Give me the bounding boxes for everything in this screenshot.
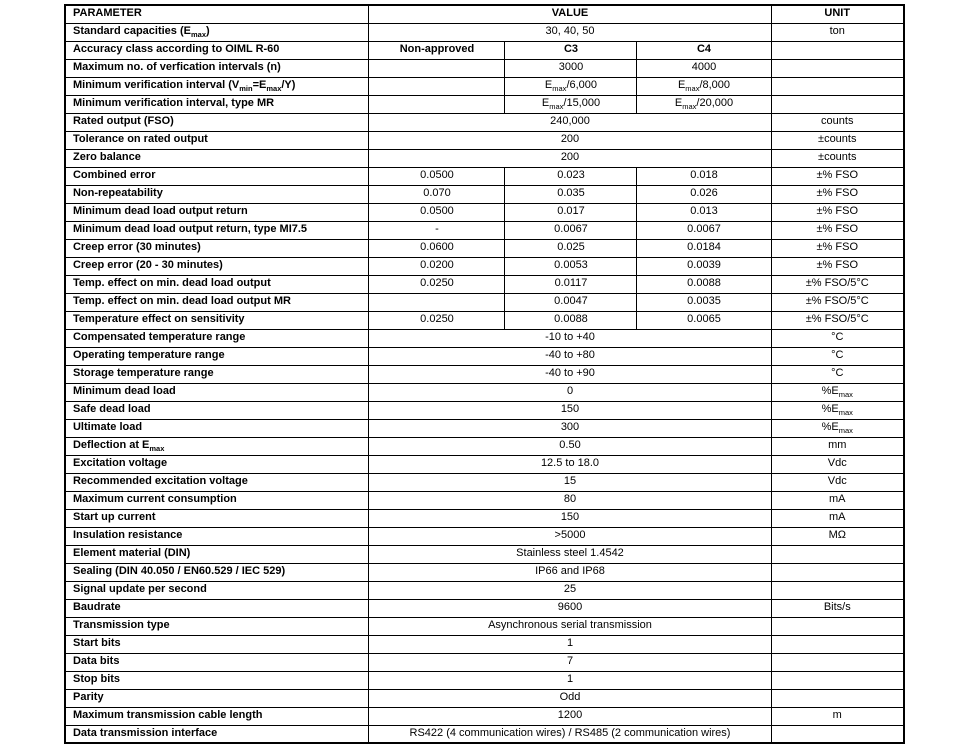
parameter-cell: Accuracy class according to OIML R-60 (65, 41, 369, 59)
table-row (65, 311, 904, 329)
table-row (65, 77, 904, 95)
table-row (65, 473, 904, 491)
table-row (65, 185, 904, 203)
parameter-cell: Non-repeatability (65, 185, 369, 203)
unit-cell (771, 581, 904, 599)
parameter-cell: Combined error (65, 167, 369, 185)
value-cell: 0.0184 (637, 239, 771, 257)
table-row (65, 401, 904, 419)
parameter-cell: Creep error (20 - 30 minutes) (65, 257, 369, 275)
value-cell: 0.0053 (505, 257, 637, 275)
parameter-cell: Storage temperature range (65, 365, 369, 383)
parameter-cell: Maximum current consumption (65, 491, 369, 509)
value-cell: 0.0117 (505, 275, 637, 293)
value-cell: Stainless steel 1.4542 (369, 545, 771, 563)
table-row (65, 617, 904, 635)
value-cell: 0.0067 (505, 221, 637, 239)
table-row (65, 653, 904, 671)
unit-cell: ±% FSO (771, 257, 904, 275)
value-cell: 0.0039 (637, 257, 771, 275)
value-cell: -10 to +40 (369, 329, 771, 347)
value-cell: 0.0250 (369, 311, 505, 329)
value-cell: 0.50 (369, 437, 771, 455)
value-cell: 25 (369, 581, 771, 599)
parameter-cell: Minimum verification interval $(V_{min}=E_{max}/Y)$ (65, 77, 369, 95)
value-cell: 30, 40, 50 (369, 23, 771, 41)
value-cell: -40 to +90 (369, 365, 771, 383)
parameter-cell: Compensated temperature range (65, 329, 369, 347)
parameter-cell: Minimum dead load (65, 383, 369, 401)
value-cell (369, 59, 505, 77)
table-row (65, 383, 904, 401)
parameter-cell: Temperature effect on sensitivity (65, 311, 369, 329)
table-row (65, 365, 904, 383)
unit-cell: ±% FSO (771, 239, 904, 257)
parameter-cell: Baudrate (65, 599, 369, 617)
value-cell: 0.0200 (369, 257, 505, 275)
parameter-cell: Temp. effect on min. dead load output (65, 275, 369, 293)
parameter-cell: Minimum dead load output return (65, 203, 369, 221)
value-cell: Odd (369, 689, 771, 707)
unit-cell (771, 617, 904, 635)
unit-cell (771, 95, 904, 113)
parameter-cell: Maximum no. of verfication intervals (n) (65, 59, 369, 77)
parameter-cell: Safe dead load (65, 401, 369, 419)
value-cell: IP66 and IP68 (369, 563, 771, 581)
unit-cell: Vdc (771, 455, 904, 473)
value-cell: 0.0500 (369, 203, 505, 221)
value-cell: RS422 (4 communication wires) / RS485 (2 communication wires) (369, 725, 771, 743)
value-cell: 300 (369, 419, 771, 437)
table-row (65, 347, 904, 365)
table-row (65, 275, 904, 293)
value-cell: 4000 (637, 59, 771, 77)
table-row (65, 419, 904, 437)
value-cell: 0.0047 (505, 293, 637, 311)
value-cell: 1200 (369, 707, 771, 725)
value-cell: 0.0067 (637, 221, 771, 239)
unit-cell: Vdc (771, 473, 904, 491)
value-cell: 9600 (369, 599, 771, 617)
parameter-cell: Insulation resistance (65, 527, 369, 545)
parameter-cell: Stop bits (65, 671, 369, 689)
table-row (65, 221, 904, 239)
value-cell: C4 (637, 41, 771, 59)
table-row (65, 725, 904, 743)
unit-cell: ±% FSO/5°C (771, 311, 904, 329)
parameter-cell: Zero balance (65, 149, 369, 167)
unit-cell: mm (771, 437, 904, 455)
value-cell: 0.025 (505, 239, 637, 257)
value-cell: 3000 (505, 59, 637, 77)
value-cell: 0.0065 (637, 311, 771, 329)
unit-cell: $\%E_{max}$ (771, 419, 904, 437)
parameter-cell: Temp. effect on min. dead load output MR (65, 293, 369, 311)
unit-cell (771, 545, 904, 563)
value-cell: $E_{max}/8,000$ (637, 77, 771, 95)
value-cell: 7 (369, 653, 771, 671)
unit-cell: counts (771, 113, 904, 131)
unit-cell: mA (771, 509, 904, 527)
table-row (65, 149, 904, 167)
table-row (65, 599, 904, 617)
parameter-cell: Start up current (65, 509, 369, 527)
table-row (65, 509, 904, 527)
value-cell: 0.0088 (505, 311, 637, 329)
value-cell: 0.0035 (637, 293, 771, 311)
parameter-cell: Maximum transmission cable length (65, 707, 369, 725)
value-cell: 200 (369, 149, 771, 167)
value-cell: 240,000 (369, 113, 771, 131)
unit-cell: $\%E_{max}$ (771, 401, 904, 419)
value-cell: 150 (369, 509, 771, 527)
value-cell: 0.023 (505, 167, 637, 185)
table-row (65, 707, 904, 725)
unit-cell (771, 563, 904, 581)
unit-cell: MΩ (771, 527, 904, 545)
parameter-cell: Rated output (FSO) (65, 113, 369, 131)
value-cell: 0.0600 (369, 239, 505, 257)
unit-cell: $\%E_{max}$ (771, 383, 904, 401)
parameter-cell: Element material (DIN) (65, 545, 369, 563)
parameter-cell: Creep error (30 minutes) (65, 239, 369, 257)
parameter-cell: Recommended excitation voltage (65, 473, 369, 491)
unit-cell: m (771, 707, 904, 725)
value-cell: 0.026 (637, 185, 771, 203)
unit-cell: ±% FSO (771, 221, 904, 239)
value-cell: -40 to +80 (369, 347, 771, 365)
value-cell: - (369, 221, 505, 239)
value-cell (369, 293, 505, 311)
value-cell: 15 (369, 473, 771, 491)
parameter-cell: Minimum verification interval, type MR (65, 95, 369, 113)
value-cell: Asynchronous serial transmission (369, 617, 771, 635)
parameter-cell: Data transmission interface (65, 725, 369, 743)
unit-cell: ±% FSO/5°C (771, 275, 904, 293)
unit-cell: ±% FSO (771, 167, 904, 185)
table-row (65, 23, 904, 41)
parameter-cell: Operating temperature range (65, 347, 369, 365)
value-cell: Non-approved (369, 41, 505, 59)
unit-cell: ±% FSO (771, 185, 904, 203)
table-row (65, 203, 904, 221)
value-cell: 0.0500 (369, 167, 505, 185)
header-unit: UNIT (771, 5, 904, 23)
header-row (65, 5, 904, 23)
parameter-cell: Deflection at $E_{max}$ (65, 437, 369, 455)
unit-cell: mA (771, 491, 904, 509)
spec-table (64, 4, 905, 744)
table-row (65, 563, 904, 581)
table-row (65, 59, 904, 77)
table-row (65, 455, 904, 473)
value-cell: $E_{max}/6,000$ (505, 77, 637, 95)
value-cell: 12.5 to 18.0 (369, 455, 771, 473)
unit-cell: Bits/s (771, 599, 904, 617)
value-cell: 0.0250 (369, 275, 505, 293)
unit-cell: °C (771, 365, 904, 383)
parameter-cell: Signal update per second (65, 581, 369, 599)
value-cell (369, 77, 505, 95)
value-cell: >5000 (369, 527, 771, 545)
table-row (65, 491, 904, 509)
table-row (65, 671, 904, 689)
parameter-cell: Parity (65, 689, 369, 707)
value-cell: 80 (369, 491, 771, 509)
table-row (65, 527, 904, 545)
table-row (65, 437, 904, 455)
value-cell: 0.013 (637, 203, 771, 221)
unit-cell: °C (771, 329, 904, 347)
parameter-cell: Standard capacities $(E_{max})$ (65, 23, 369, 41)
table-row (65, 257, 904, 275)
header-value: VALUE (369, 5, 771, 23)
unit-cell (771, 41, 904, 59)
unit-cell: ±counts (771, 131, 904, 149)
unit-cell: ton (771, 23, 904, 41)
parameter-cell: Transmission type (65, 617, 369, 635)
value-cell: 0.035 (505, 185, 637, 203)
unit-cell: ±% FSO/5°C (771, 293, 904, 311)
table-row (65, 239, 904, 257)
unit-cell (771, 689, 904, 707)
table-row (65, 545, 904, 563)
value-cell: 0 (369, 383, 771, 401)
parameter-cell: Sealing (DIN 40.050 / EN60.529 / IEC 529) (65, 563, 369, 581)
value-cell (369, 95, 505, 113)
value-cell: 0.018 (637, 167, 771, 185)
value-cell: C3 (505, 41, 637, 59)
table-row (65, 293, 904, 311)
table-row (65, 41, 904, 59)
header-parameter: PARAMETER (65, 5, 369, 23)
table-row (65, 167, 904, 185)
unit-cell (771, 77, 904, 95)
unit-cell (771, 635, 904, 653)
parameter-cell: Start bits (65, 635, 369, 653)
parameter-cell: Excitation voltage (65, 455, 369, 473)
value-cell: 0.0088 (637, 275, 771, 293)
unit-cell (771, 725, 904, 743)
unit-cell: ±counts (771, 149, 904, 167)
value-cell: 1 (369, 671, 771, 689)
value-cell: 0.070 (369, 185, 505, 203)
unit-cell (771, 653, 904, 671)
table-row (65, 113, 904, 131)
value-cell: $E_{max}/15,000$ (505, 95, 637, 113)
table-row (65, 329, 904, 347)
table-row (65, 635, 904, 653)
parameter-cell: Minimum dead load output return, type MI7.5 (65, 221, 369, 239)
parameter-cell: Data bits (65, 653, 369, 671)
table-row (65, 689, 904, 707)
value-cell: $E_{max}/20,000$ (637, 95, 771, 113)
table-row (65, 131, 904, 149)
unit-cell: ±% FSO (771, 203, 904, 221)
parameter-cell: Tolerance on rated output (65, 131, 369, 149)
unit-cell (771, 59, 904, 77)
value-cell: 0.017 (505, 203, 637, 221)
table-row (65, 95, 904, 113)
value-cell: 200 (369, 131, 771, 149)
unit-cell: °C (771, 347, 904, 365)
spec-table-body (65, 23, 904, 743)
table-row (65, 581, 904, 599)
unit-cell (771, 671, 904, 689)
parameter-cell: Ultimate load (65, 419, 369, 437)
value-cell: 150 (369, 401, 771, 419)
value-cell: 1 (369, 635, 771, 653)
